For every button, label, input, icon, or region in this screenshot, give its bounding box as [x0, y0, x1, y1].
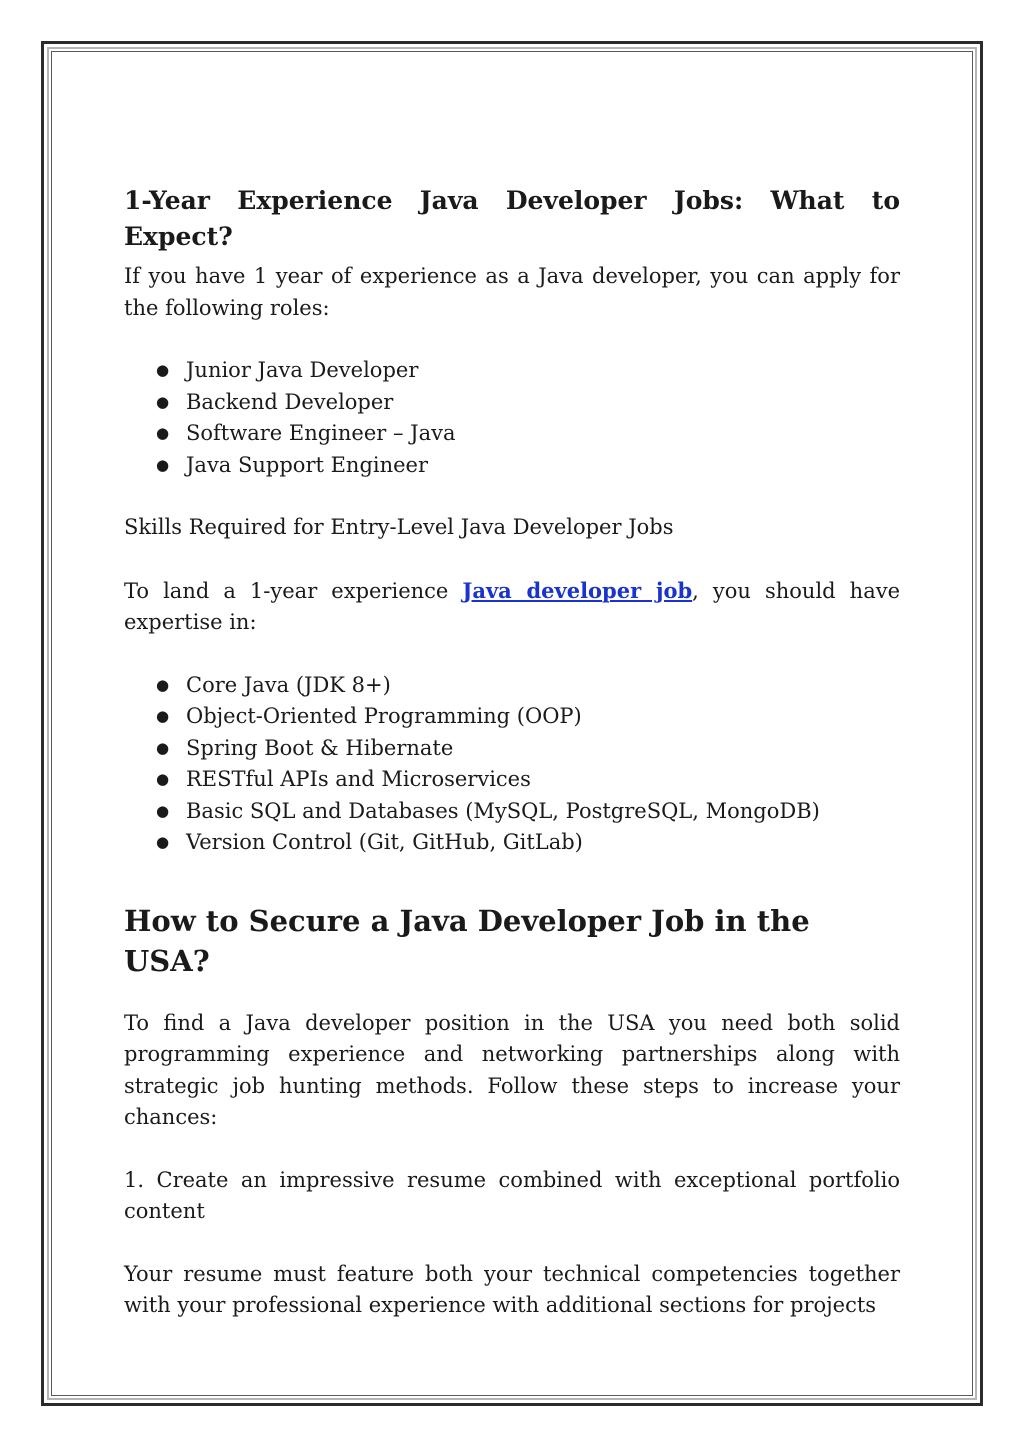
skills-intro-text: To land a 1-year experience [124, 578, 463, 603]
list-item: ● Java Support Engineer [156, 450, 900, 482]
section-heading-usa: How to Secure a Java Developer Job in the USA? [124, 903, 810, 978]
list-item: ● Core Java (JDK 8+) [156, 670, 900, 702]
skills-intro-text-end: , you should have expertise in: [124, 578, 901, 634]
list-item: ● Junior Java Developer [156, 355, 900, 387]
roles-intro-paragraph: If you have 1 year of experience as a Java developer, you can apply for the following roles: [124, 264, 900, 320]
skills-title: Skills Required for Entry-Level Java Developer Jobs [124, 515, 674, 539]
skills-list [124, 670, 900, 859]
list-item: ● Software Engineer – Java [156, 418, 900, 450]
step-1-body: Your resume must feature both your technical competencies together with your professional experience with additional sections for projects [124, 1261, 900, 1317]
list-item: ● Version Control (Git, GitHub, GitLab) [156, 827, 900, 859]
list-item: ● Spring Boot & Hibernate [156, 733, 900, 765]
document-content [124, 183, 900, 1322]
usa-intro-paragraph: To find a Java developer position in the USA you need both solid programming experience and networking partnerships along with strategic job hunting methods. Follow these steps to increase your chances: [124, 1010, 900, 1129]
list-item: ● Object-Oriented Programming (OOP) [156, 701, 900, 733]
list-item: ● Backend Developer [156, 387, 900, 419]
list-item: ● Basic SQL and Databases (MySQL, PostgreSQL, MongoDB) [156, 796, 900, 828]
section-heading-experience: 1-Year Experience Java Developer Jobs: What to Expect? [124, 186, 900, 251]
java-developer-job-link[interactable]: Java developer job [462, 577, 693, 603]
skills-intro-paragraph [124, 575, 900, 639]
step-1-title: 1. Create an impressive resume combined with exceptional portfolio content [124, 1167, 900, 1223]
list-item: ● RESTful APIs and Microservices [156, 764, 900, 796]
roles-list [124, 355, 900, 481]
